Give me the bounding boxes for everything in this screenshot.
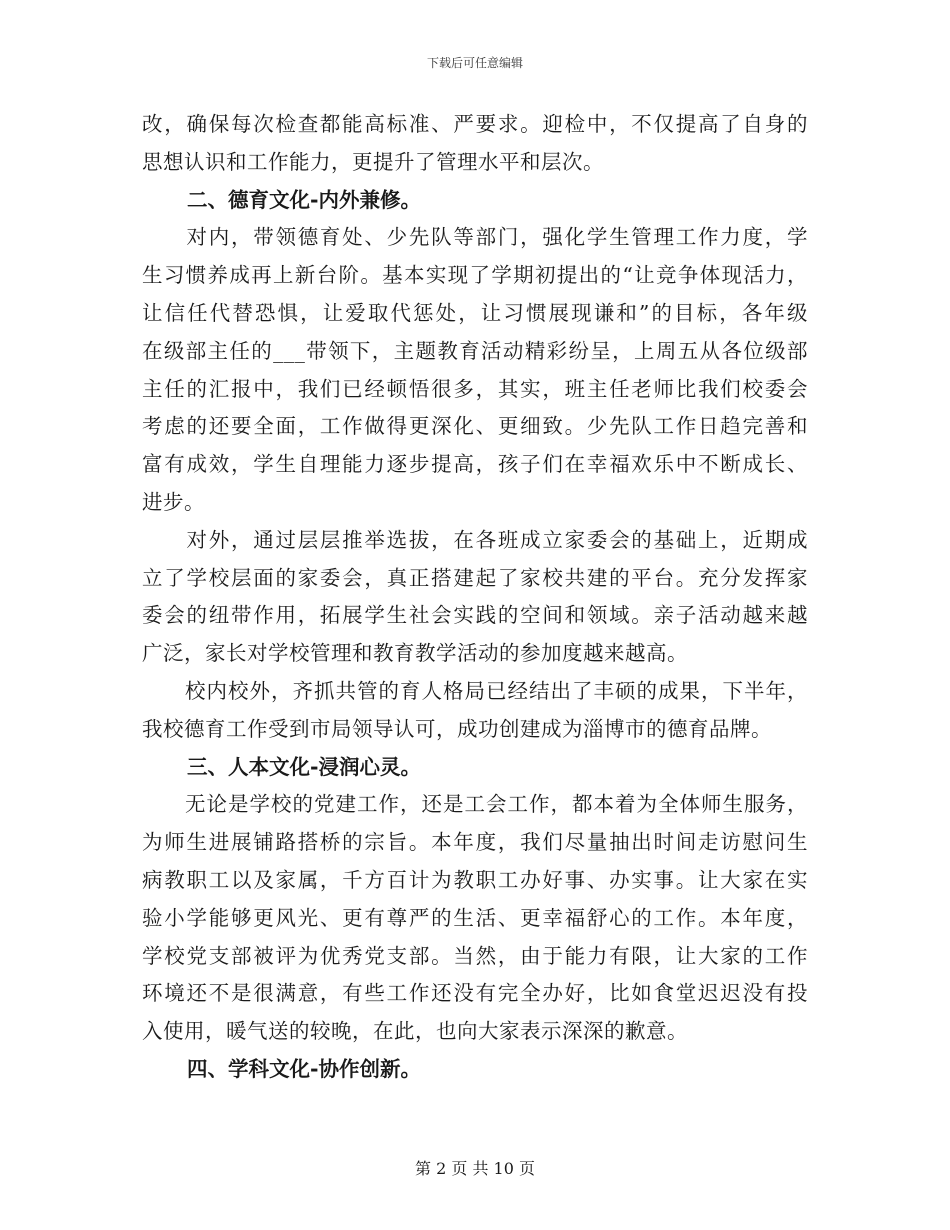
paragraph-line: 对内，带领德育处、少先队等部门，强化学生管理工作力度，学 [142, 225, 808, 250]
paragraph-line: 富有成效，学生自理能力逐步提高，孩子们在幸福欢乐中不断成长、 [142, 452, 808, 477]
paragraph-line: 学校党支部被评为优秀党支部。当然，由于能力有限，让大家的工作 [142, 943, 808, 968]
paragraph-line: 在级部主任的___带领下，主题教育活动精彩纷呈，上周五从各位级部 [142, 338, 808, 363]
paragraph-line: 主任的汇报中，我们已经顿悟很多，其实，班主任老师比我们校委会 [142, 376, 808, 401]
paragraph-line: 委会的纽带作用，拓展学生社会实践的空间和领域。亲子活动越来越 [142, 603, 808, 628]
section-heading: 四、学科文化-协作创新。 [187, 1056, 422, 1081]
paragraph-line: 病教职工以及家属，千方百计为教职工办好事、办实事。让大家在实 [142, 867, 808, 892]
paragraph-line: 入使用，暖气送的较晚，在此，也向大家表示深深的歉意。 [142, 1019, 688, 1044]
paragraph-line: 改，确保每次检查都能高标准、严要求。迎检中，不仅提高了自身的 [142, 112, 808, 136]
document-body [142, 106, 808, 1089]
section-heading: 三、人本文化-浸润心灵。 [187, 754, 422, 779]
paragraph-line: 生习惯养成再上新台阶。基本实现了学期初提出的“让竞争体现活力， [142, 263, 808, 288]
paragraph-line: 广泛，家长对学校管理和教育教学活动的参加度越来越高。 [142, 641, 688, 666]
paragraph-line: 考虑的还要全面，工作做得更深化、更细致。少先队工作日趋完善和 [142, 414, 808, 439]
paragraph-line: 环境还不是很满意，有些工作还没有完全办好，比如食堂迟迟没有投 [142, 981, 808, 1006]
paragraph-line: 为师生进展铺路搭桥的宗旨。本年度，我们尽量抽出时间走访慰问生 [142, 830, 808, 855]
paragraph-line: 我校德育工作受到市局领导认可，成功创建成为淄博市的德育品牌。 [142, 716, 772, 741]
paragraph-line: 无论是学校的党建工作，还是工会工作，都本着为全体师生服务， [142, 792, 808, 817]
paragraph-line: 立了学校层面的家委会，真正搭建起了家校共建的平台。充分发挥家 [142, 565, 808, 590]
paragraph-line: 让信任代替恐惧，让爱取代惩处，让习惯展现谦和”的目标，各年级 [142, 300, 808, 325]
page-number-footer: 第 2 页 共 10 页 [415, 1159, 535, 1178]
section-heading: 二、德育文化-内外兼修。 [187, 187, 422, 212]
paragraph-line: 进步。 [142, 489, 205, 514]
paragraph-line: 校内校外，齐抓共管的育人格局已经结出了丰硕的成果，下半年， [142, 678, 808, 703]
paragraph-line: 验小学能够更风光、更有尊严的生活、更幸福舒心的工作。本年度， [142, 905, 808, 930]
paragraph-line: 思想认识和工作能力，更提升了管理水平和层次。 [142, 149, 604, 174]
paragraph-line: 对外，通过层层推举选拔，在各班成立家委会的基础上，近期成 [142, 527, 808, 552]
page-header-note: 下载后可任意编辑 [426, 56, 523, 70]
